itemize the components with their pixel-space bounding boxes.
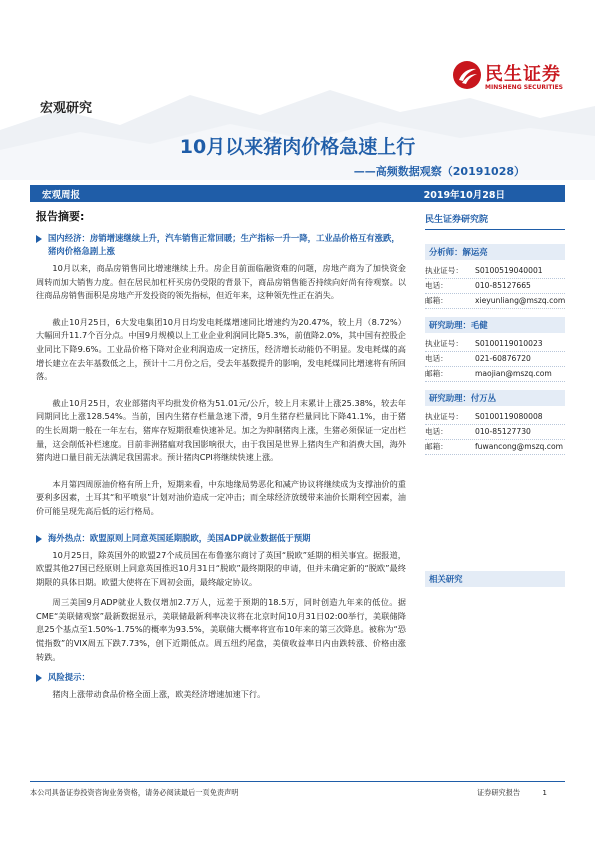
paragraph: 10月以来，商品房销售同比增速继续上升。房企目前面临融资难的问题，房地产商为了加快资金周转而加大销售力度。但在居民加杠杆买房仍受限的背景下，商品房销售能否持续向好尚有待观察。以往商品房销售面积是房地产开发投资的领先指标，但近年来，这种领先性正在消失。	[36, 263, 406, 301]
bullet-arrow-icon	[36, 674, 42, 682]
info-row: 邮箱： fuwancong@mszq.com	[425, 440, 565, 455]
paragraph: 截止10月25日，6大发电集团10月日均发电耗煤增速同比增速约为20.47%，较上月（8.72%）大幅回升11.7个百分点。中国9月规模以上工业企业利润同比降5.3%，前值降2.0%，其中国有控股企业同比下降9.6%。工业品价格下降对企业利润造成一定挤压，经济增长动能仍不明显。发电耗煤的高增长建立在去年基数低之上，预计十二月份之后，受去年基数提升的影响，发电耗煤同比增速将有所回落。	[36, 316, 406, 382]
info-row: 执业证号： S0100119010023	[425, 337, 565, 352]
report-type: 宏观周报	[42, 190, 81, 201]
report-date: 2019年10月28日	[423, 190, 505, 201]
summary-body	[36, 232, 406, 709]
report-subtitle: ——高频数据观察（20191028）	[353, 165, 525, 178]
analyst-card	[425, 317, 565, 382]
analyst-role: 研究助理：毛健	[425, 317, 565, 333]
paragraph: 10月25日，除英国外的欧盟27个成员国在布鲁塞尔商讨了英国“脱欧”延期的相关事宜。据报道，欧盟其他27国已经原则上同意英国推迟10月31日“脱欧”最终期限的申请，但并未确定新的“脱欧”最终期限的具体日期。欧盟大使将在下周初会面，最终敲定协议。	[36, 549, 406, 587]
section-title: 宏观研究	[40, 101, 93, 116]
info-row: 执业证号： S0100519040001	[425, 264, 565, 279]
footer-disclaimer: 本公司具备证券投资咨询业务资格，请务必阅读最后一页免责声明	[30, 788, 239, 797]
info-row: 电话： 021-60876720	[425, 352, 565, 367]
related-research-heading: 相关研究	[425, 571, 565, 587]
summary-title: 报告摘要:	[36, 210, 85, 223]
institute-name: 民生证券研究院	[425, 212, 565, 230]
analyst-role: 研究助理：付万丛	[425, 390, 565, 406]
brand-name-cn: 民生证券	[485, 64, 561, 85]
analyst-card	[425, 244, 565, 309]
info-row: 电话： 010-85127665	[425, 279, 565, 294]
email-link[interactable]: xieyunliang@mszq.com	[475, 296, 565, 305]
page-number: 1	[542, 788, 547, 797]
info-row: 电话： 010-85127730	[425, 425, 565, 440]
section-heading-overseas: 海外热点：欧盟原则上同意英国延期脱欧，美国ADP就业数据低于预期	[36, 532, 406, 545]
email-link[interactable]: fuwancong@mszq.com	[475, 442, 564, 451]
analyst-role: 分析师：解运亮	[425, 244, 565, 260]
header-band	[0, 0, 595, 180]
brand-logo	[452, 60, 572, 96]
analyst-card	[425, 390, 565, 455]
bullet-arrow-icon	[36, 535, 42, 543]
brand-mark-icon	[452, 60, 482, 90]
bullet-arrow-icon	[36, 235, 42, 243]
report-info-bar	[30, 185, 565, 202]
brand-name-en: MINSHENG SECURITIES	[485, 84, 563, 91]
paragraph: 周三美国9月ADP就业人数仅增加2.7万人，远差于预期的18.5万，同时创造九年来的低位。据CME“美联储观察”最新数据显示，美联储最新利率决议将在北京时间10月31日02:00举行，美联储降息25个基点至1.50%-1.75%的概率为93.5%，美联储大概率将宣布10年来的第三次降息。被称为“恐慌指数”的VIX周五下跌7.73%，创下近期低点。周五纽约尾盘，美债收益率日内由跌转涨、价格由涨转跌。	[36, 597, 406, 662]
paragraph: 截止10月25日，农业部猪肉平均批发价格为51.01元/公斤，较上月末累计上涨25.38%，较去年同期同比上涨128.54%。当前，国内生猪存栏量急速下滑，9月生猪存栏量同比下降41.1%，由于猪的生长周期一般在一年左右，猪库存短期很难快速补足。加之为抑制猪肉上涨，生猪必须保证一定出栏量，这会削低补栏速度。目前非洲猪瘟对我国影响很大，由于我国是世界上猪肉生产和消费大国，海外猪肉进口量目前无法满足我国需求。预计猪肉CPI将继续快速上涨。	[36, 397, 406, 463]
footer-meta	[457, 788, 547, 798]
section-heading-domestic: 国内经济：房销增速继续上升，汽车销售正常回暖；生产指标一升一降，工业品价格互有涨跌，猪肉价格急剧上涨	[36, 232, 406, 258]
footer-divider	[30, 781, 565, 782]
info-row: 邮箱： xieyunliang@mszq.com	[425, 294, 565, 309]
report-title: 10月以来猪肉价格急速上行	[179, 136, 416, 158]
paragraph: 猪肉上涨带动食品价格全面上涨，欧美经济增速加速下行。	[52, 689, 266, 700]
sidebar	[425, 212, 565, 587]
doc-type: 证券研究报告	[476, 788, 521, 797]
info-row: 邮箱： maojian@mszq.com	[425, 367, 565, 382]
section-heading-risk: 风险提示：	[36, 671, 406, 684]
paragraph: 本月第四周原油价格有所上升，短期来看，中东地缘局势恶化和减产协议将继续成为支撑油价的重要利多因素，土耳其“和平喷泉”计划对油价造成一定冲击；而全球经济放缓带来油价长期利空因素，油价可能呈现先高后低的运行格局。	[36, 478, 406, 516]
info-row: 执业证号： S0100119080008	[425, 410, 565, 425]
email-link[interactable]: maojian@mszq.com	[475, 369, 552, 378]
